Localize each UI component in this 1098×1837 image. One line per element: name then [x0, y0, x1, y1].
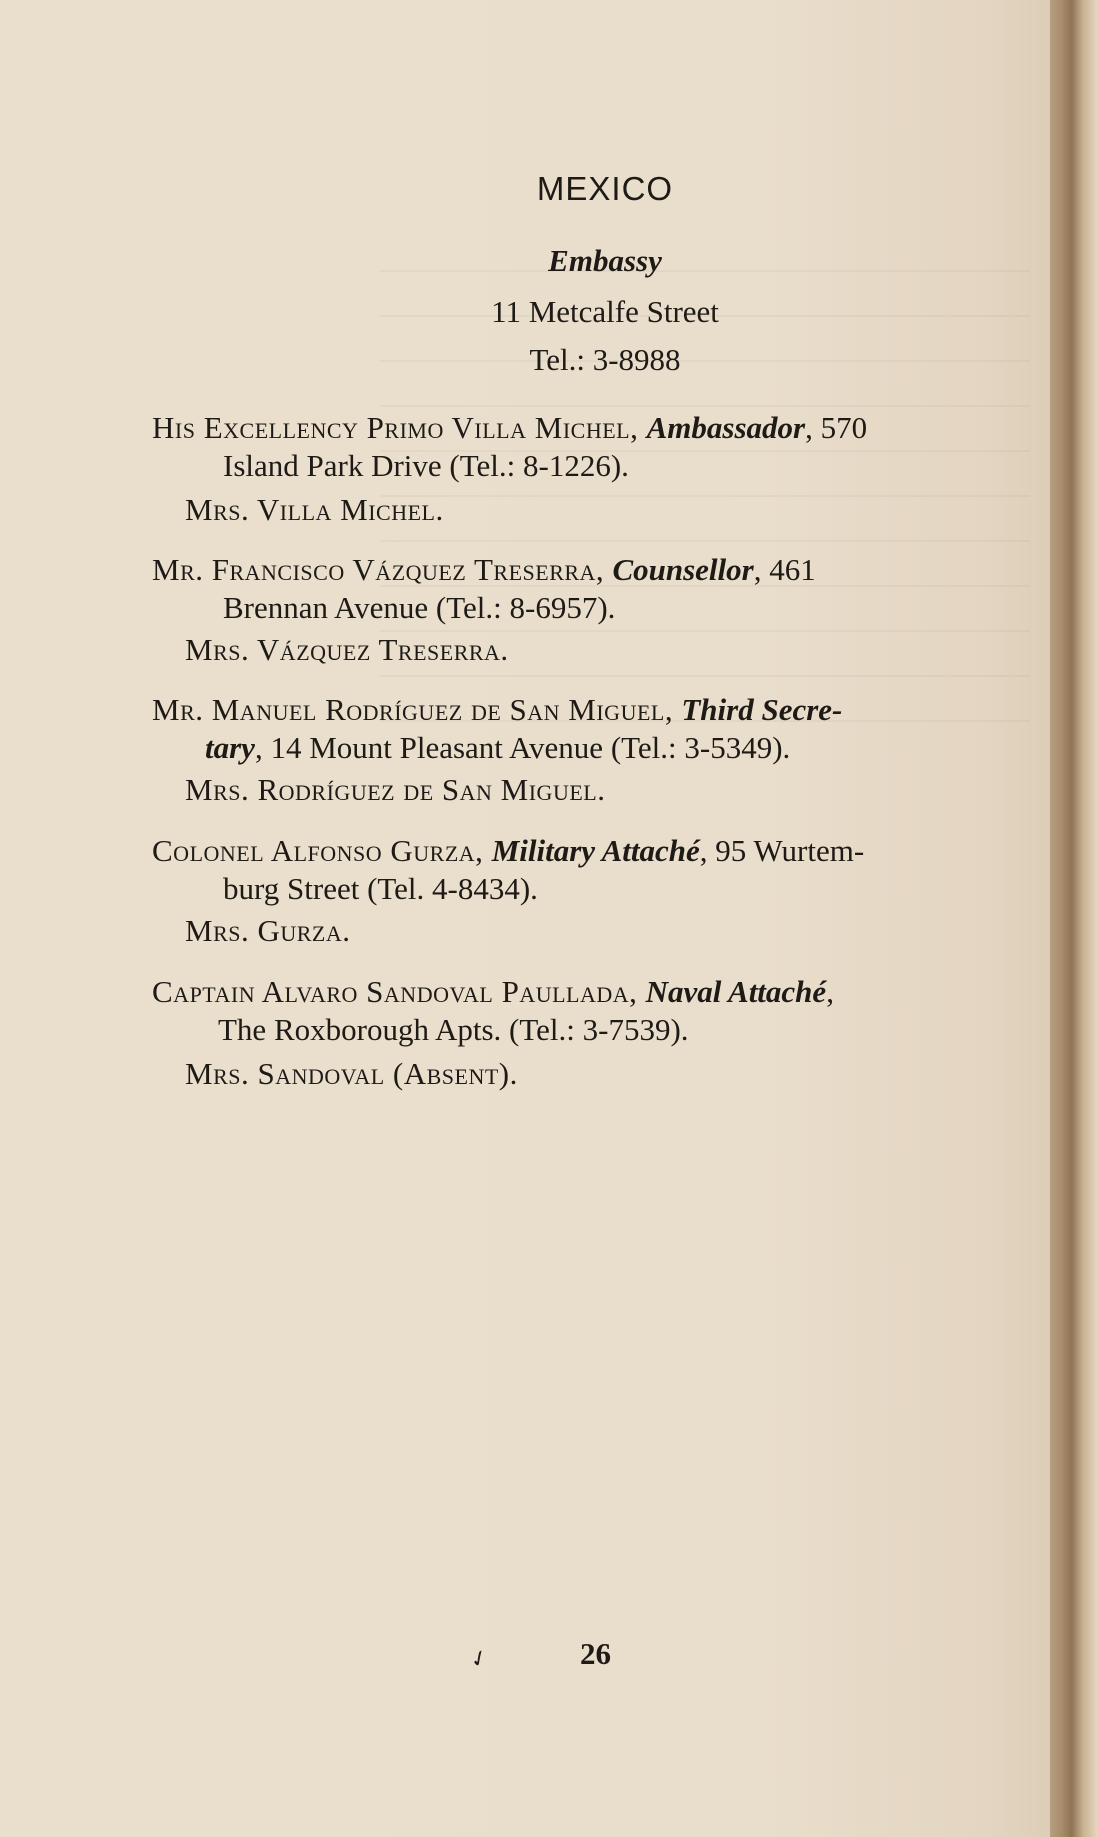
page-title: MEXICO — [536, 170, 674, 207]
person-role-continued: tary — [205, 730, 255, 765]
person-role: Ambassador — [646, 410, 806, 445]
entry-line-1 — [152, 833, 864, 869]
entry-line-1 — [152, 552, 816, 588]
entry-continuation: , 95 Wurtem- — [699, 833, 865, 868]
person-role: Counsellor — [612, 552, 754, 587]
spouse-name: Mrs. Villa Michel. — [185, 492, 444, 527]
spouse-name: Mrs. Gurza. — [185, 913, 351, 948]
entry-line-2: burg Street (Tel. 4-8434). — [223, 871, 538, 906]
entry-line-1 — [152, 410, 867, 446]
entry-continuation: , 570 — [805, 410, 868, 445]
entry-continuation: , 461 — [753, 552, 816, 587]
person-role: Naval Attaché — [645, 974, 827, 1009]
person-name: Mr. Francisco Vázquez Treserra, — [152, 552, 613, 587]
spouse-name: Mrs. Vázquez Treserra. — [185, 632, 509, 667]
spouse-name: Mrs. Rodríguez de San Miguel. — [185, 772, 606, 807]
page-number: 26 — [580, 1636, 611, 1671]
person-name: Captain Alvaro Sandoval Paullada, — [152, 974, 646, 1009]
person-role: Military Attaché — [491, 833, 700, 868]
section-label: Embassy — [548, 243, 662, 278]
entry-continuation: , — [826, 974, 834, 1009]
entry-line-2: Island Park Drive (Tel.: 8-1226). — [223, 448, 629, 483]
entry-address: , 14 Mount Pleasant Avenue (Tel.: 3-5349). — [254, 730, 791, 765]
spouse-name: Mrs. Sandoval (Absent). — [185, 1056, 518, 1091]
embassy-telephone: Tel.: 3-8988 — [529, 342, 681, 377]
entry-line-2 — [205, 730, 790, 766]
printer-mark: ✓ — [465, 1643, 493, 1674]
entry-line-1 — [152, 974, 834, 1010]
person-name: Mr. Manuel Rodríguez de San Miguel, — [152, 692, 682, 727]
entry-line-2: Brennan Avenue (Tel.: 8-6957). — [223, 590, 616, 625]
person-name: His Excellency Primo Villa Michel, — [152, 410, 647, 445]
person-role: Third Secre- — [681, 692, 843, 727]
embassy-address: 11 Metcalfe Street — [491, 294, 719, 329]
person-name: Colonel Alfonso Gurza, — [152, 833, 492, 868]
entry-line-2: The Roxborough Apts. (Tel.: 3-7539). — [218, 1012, 689, 1047]
entry-line-1 — [152, 692, 842, 728]
